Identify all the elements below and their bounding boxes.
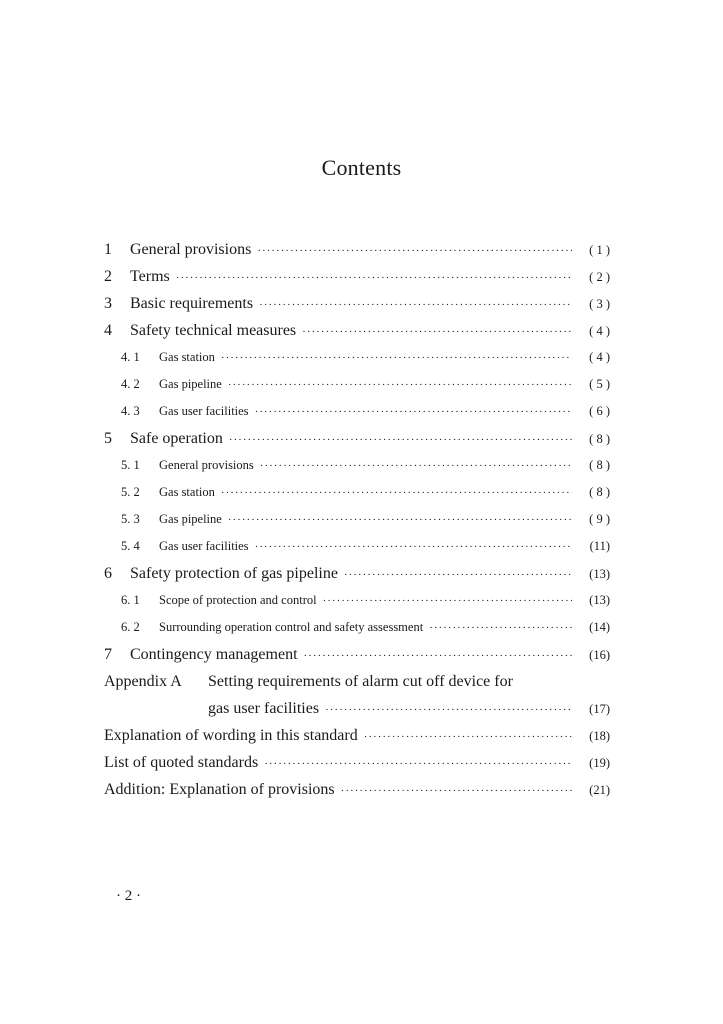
- dot-leader: [304, 643, 572, 670]
- toc-subentry[interactable]: [104, 587, 610, 614]
- toc-subentry[interactable]: [104, 506, 610, 533]
- dot-leader: [257, 238, 572, 265]
- toc-entry-label: Safety protection of gas pipeline: [130, 565, 338, 582]
- toc-entry-label: Gas user facilities: [159, 404, 249, 418]
- toc-entry[interactable]: [104, 749, 610, 776]
- table-of-contents: [104, 236, 610, 803]
- toc-entry-number: 6. 1: [121, 593, 140, 607]
- toc-entry-page: (14): [589, 620, 610, 634]
- toc-entry[interactable]: [104, 560, 610, 587]
- toc-entry-label: Terms: [130, 268, 170, 285]
- toc-entry-label: Addition: Explanation of provisions: [104, 781, 335, 798]
- toc-entry[interactable]: [104, 317, 610, 344]
- toc-entry-label: Safe operation: [130, 430, 223, 447]
- dot-leader: [323, 588, 572, 615]
- toc-entry-label: Gas pipeline: [159, 512, 222, 526]
- dot-leader: [228, 507, 572, 534]
- toc-appendix-entry-continuation[interactable]: [104, 695, 610, 722]
- toc-entry-page: ( 1 ): [589, 243, 610, 257]
- toc-entry[interactable]: [104, 236, 610, 263]
- dot-leader: [221, 480, 572, 507]
- toc-entry-number: 7: [104, 646, 112, 663]
- dot-leader: [264, 751, 572, 778]
- toc-entry-page: ( 5 ): [589, 377, 610, 391]
- toc-entry-number: 6: [104, 565, 112, 582]
- toc-entry-number: 1: [104, 241, 112, 258]
- toc-entry-page: (13): [589, 593, 610, 607]
- toc-subentry[interactable]: [104, 614, 610, 641]
- toc-entry-label: Gas pipeline: [159, 377, 222, 391]
- dot-leader: [429, 615, 572, 642]
- toc-entry-number: 6. 2: [121, 620, 140, 634]
- toc-entry-number: 5. 4: [121, 539, 140, 553]
- toc-entry[interactable]: [104, 722, 610, 749]
- toc-entry[interactable]: [104, 425, 610, 452]
- toc-entry-label: List of quoted standards: [104, 754, 259, 771]
- toc-entry-page: (17): [589, 702, 610, 716]
- toc-entry-page: ( 8 ): [589, 485, 610, 499]
- toc-entry-page: (16): [589, 648, 610, 662]
- dot-leader: [364, 724, 572, 751]
- toc-entry-number: 5. 1: [121, 458, 140, 472]
- toc-entry-page: (19): [589, 756, 610, 770]
- dot-leader: [259, 292, 572, 319]
- toc-entry-label: Surrounding operation control and safety assessment: [159, 620, 424, 634]
- toc-entry-label: Basic requirements: [130, 295, 254, 312]
- toc-entry-page: ( 2 ): [589, 270, 610, 284]
- toc-entry-number: Appendix A: [104, 673, 182, 690]
- toc-entry-page: (11): [589, 539, 610, 553]
- toc-subentry[interactable]: [104, 533, 610, 560]
- dot-leader: [221, 345, 572, 372]
- toc-entry-label: Gas user facilities: [159, 539, 249, 553]
- toc-entry-label: Contingency management: [130, 646, 298, 663]
- toc-entry-page: ( 6 ): [589, 404, 610, 418]
- dot-leader: [302, 319, 572, 346]
- toc-entry-number: 5. 2: [121, 485, 140, 499]
- dot-leader: [228, 372, 572, 399]
- toc-entry-label: gas user facilities: [208, 700, 320, 717]
- toc-entry-page: ( 4 ): [589, 350, 610, 364]
- toc-entry[interactable]: [104, 776, 610, 803]
- page-title: Contents: [321, 155, 402, 180]
- toc-entry-number: 5. 3: [121, 512, 140, 526]
- dot-leader: [344, 562, 572, 589]
- dot-leader: [255, 534, 572, 561]
- dot-leader: [260, 453, 572, 480]
- dot-leader: [255, 399, 572, 426]
- toc-entry-number: 4. 2: [121, 377, 140, 391]
- dot-leader: [325, 697, 572, 724]
- toc-entry-page: ( 8 ): [589, 458, 610, 472]
- toc-entry-label: Scope of protection and control: [159, 593, 317, 607]
- toc-entry-label: Gas station: [159, 485, 215, 499]
- dot-leader: [229, 427, 572, 454]
- toc-entry-page: ( 3 ): [589, 297, 610, 311]
- toc-entry-page: ( 9 ): [589, 512, 610, 526]
- toc-entry-page: ( 4 ): [589, 324, 610, 338]
- toc-entry-page: ( 8 ): [589, 432, 610, 446]
- toc-subentry[interactable]: [104, 479, 610, 506]
- toc-entry-page: (21): [589, 783, 610, 797]
- toc-entry-number: 2: [104, 268, 112, 285]
- toc-subentry[interactable]: [104, 452, 610, 479]
- toc-entry[interactable]: [104, 641, 610, 668]
- toc-subentry[interactable]: [104, 371, 610, 398]
- toc-entry[interactable]: [104, 263, 610, 290]
- dot-leader: [341, 778, 572, 805]
- toc-entry-label: Safety technical measures: [130, 322, 297, 339]
- dot-leader: [176, 265, 572, 292]
- toc-entry-number: 4. 3: [121, 404, 140, 418]
- toc-entry-number: 5: [104, 430, 112, 447]
- toc-entry-label: General provisions: [130, 241, 252, 258]
- page-number: · 2 ·: [116, 888, 141, 904]
- toc-entry-page: (13): [589, 567, 610, 581]
- toc-entry-number: 4: [104, 322, 112, 339]
- toc-entry-label: Gas station: [159, 350, 215, 364]
- toc-subentry[interactable]: [104, 344, 610, 371]
- toc-entry-label: General provisions: [159, 458, 254, 472]
- toc-appendix-entry[interactable]: [104, 668, 610, 695]
- toc-entry-label: Explanation of wording in this standard: [104, 727, 358, 744]
- toc-entry-page: (18): [589, 729, 610, 743]
- toc-entry-label: Setting requirements of alarm cut off device for: [208, 673, 513, 690]
- toc-entry-number: 4. 1: [121, 350, 140, 364]
- toc-entry[interactable]: [104, 290, 610, 317]
- toc-entry-number: 3: [104, 295, 112, 312]
- toc-subentry[interactable]: [104, 398, 610, 425]
